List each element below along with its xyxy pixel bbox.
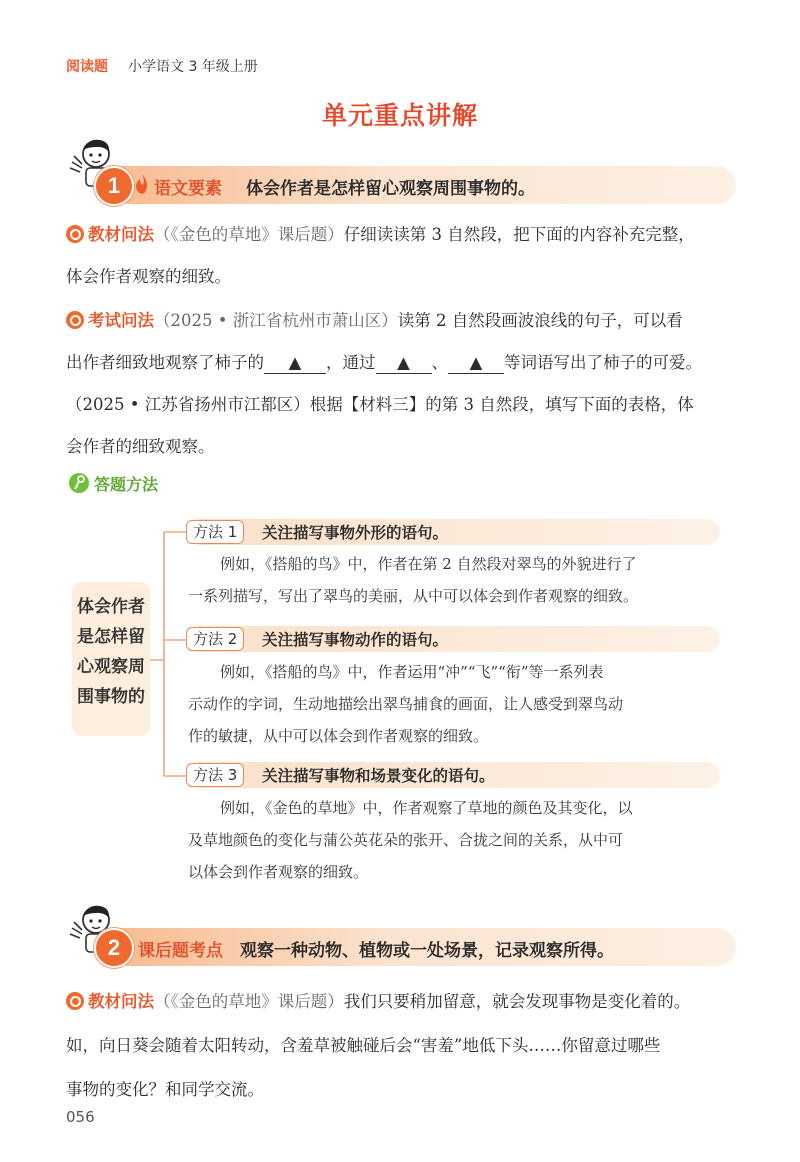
answer-blank[interactable]: ▲ bbox=[448, 353, 504, 374]
q1-block bbox=[66, 214, 756, 298]
method-side-box bbox=[72, 582, 150, 736]
page-title: 单元重点讲解 bbox=[321, 101, 478, 130]
method2-line: 作的敏捷，从中可以体会到作者观察的细致。 bbox=[188, 727, 489, 745]
method1-title: 关注描写事物外形的语句。 bbox=[262, 524, 449, 542]
q3-source: （《金色的草地》课后题） bbox=[154, 992, 344, 1011]
answer-blank[interactable]: ▲ bbox=[376, 353, 432, 374]
q1-source: （《金色的草地》课后题） bbox=[154, 225, 344, 244]
section1-text: 体会作者是怎样留心观察周围事物的。 bbox=[246, 179, 535, 199]
method2-title: 关注描写事物动作的语句。 bbox=[262, 631, 449, 649]
method3-tag: 方法 3 bbox=[186, 763, 244, 787]
section1-number: 1 bbox=[94, 166, 134, 206]
flame-icon bbox=[134, 173, 150, 195]
answer-blank[interactable]: ▲ bbox=[264, 353, 326, 374]
q2-line2-a: 出作者细致地观察了柿子的 bbox=[66, 353, 264, 372]
q3-line2: 如，向日葵会随着太阳转动，含羞草被触碰后会“害羞”地低下头……你留意过哪些 bbox=[66, 1036, 661, 1055]
q2-source: （2025 • 浙江省杭州市萧山区） bbox=[154, 311, 398, 330]
q3-line1: 我们只要稍加留意，就会发现事物是变化着的。 bbox=[343, 992, 691, 1011]
method1-body bbox=[188, 548, 740, 612]
q2-line4: 会作者的细致观察。 bbox=[66, 437, 215, 456]
method1-line: 一系列描写，写出了翠鸟的美丽，从中可以体会到作者观察的细致。 bbox=[188, 587, 639, 605]
method2-line: 示动作的字词，生动地描绘出翠鸟捕食的画面，让人感受到翠鸟动 bbox=[188, 695, 624, 713]
method2-tag: 方法 2 bbox=[186, 627, 244, 651]
q1-line2: 体会作者观察的细致。 bbox=[66, 267, 231, 286]
q3-label: 教材问法 bbox=[88, 992, 154, 1011]
q1-label: 教材问法 bbox=[88, 225, 154, 244]
q2-line2-b: ，通过 bbox=[326, 353, 376, 372]
page-number: 056 bbox=[66, 1108, 95, 1126]
method3-body bbox=[188, 792, 740, 888]
method2-body bbox=[188, 656, 740, 752]
q3-block bbox=[66, 980, 766, 1112]
q3-line3: 事物的变化？和同学交流。 bbox=[66, 1080, 264, 1099]
section1-label: 语文要素 bbox=[154, 179, 222, 199]
bracket-connector bbox=[150, 520, 190, 780]
method3-line: 以体会到作者观察的细致。 bbox=[188, 863, 369, 881]
side-line: 围事物的 bbox=[77, 687, 145, 707]
method1-tag: 方法 1 bbox=[186, 520, 244, 544]
q2-line2-c: 、 bbox=[431, 353, 448, 372]
search-icon bbox=[66, 225, 84, 243]
q2-label: 考试问法 bbox=[88, 311, 154, 330]
header-title: 小学语文 3 年级上册 bbox=[128, 59, 258, 75]
section2-number: 2 bbox=[94, 928, 134, 968]
q2-block bbox=[66, 300, 766, 468]
method2-line: 例如，《搭船的鸟》中，作者运用“冲”“飞”“衔”等一系列表 bbox=[220, 663, 604, 681]
q2-line1: 读第 2 自然段画波浪线的句子，可以看 bbox=[397, 311, 683, 330]
q2-line2-d: 等词语写出了柿子的可爱。 bbox=[504, 353, 702, 372]
method-heading: 答题方法 bbox=[94, 475, 159, 494]
side-line: 体会作者 bbox=[77, 597, 145, 617]
q2-line3: （2025 • 江苏省扬州市江都区）根据【材料三】的第 3 自然段，填写下面的表格，体 bbox=[66, 395, 694, 414]
method1-line: 例如，《搭船的鸟》中，作者在第 2 自然段对翠鸟的外貌进行了 bbox=[220, 555, 637, 573]
search-icon bbox=[66, 311, 84, 329]
search-icon bbox=[66, 992, 84, 1010]
section2-label: 课后题考点 bbox=[138, 941, 223, 961]
key-icon bbox=[68, 472, 90, 494]
q1-line1: 仔细读读第 3 自然段，把下面的内容补充完整， bbox=[343, 225, 695, 244]
section2-text: 观察一种动物、植物或一处场景，记录观察所得。 bbox=[240, 941, 614, 961]
header-tag: 阅读题 bbox=[66, 59, 108, 75]
side-line: 心观察周 bbox=[77, 657, 145, 677]
method3-line: 及草地颜色的变化与蒲公英花朵的张开、合拢之间的关系，从中可 bbox=[188, 831, 624, 849]
method3-line: 例如，《金色的草地》中，作者观察了草地的颜色及其变化，以 bbox=[220, 799, 633, 817]
method3-title: 关注描写事物和场景变化的语句。 bbox=[262, 767, 495, 785]
side-line: 是怎样留 bbox=[77, 627, 145, 647]
